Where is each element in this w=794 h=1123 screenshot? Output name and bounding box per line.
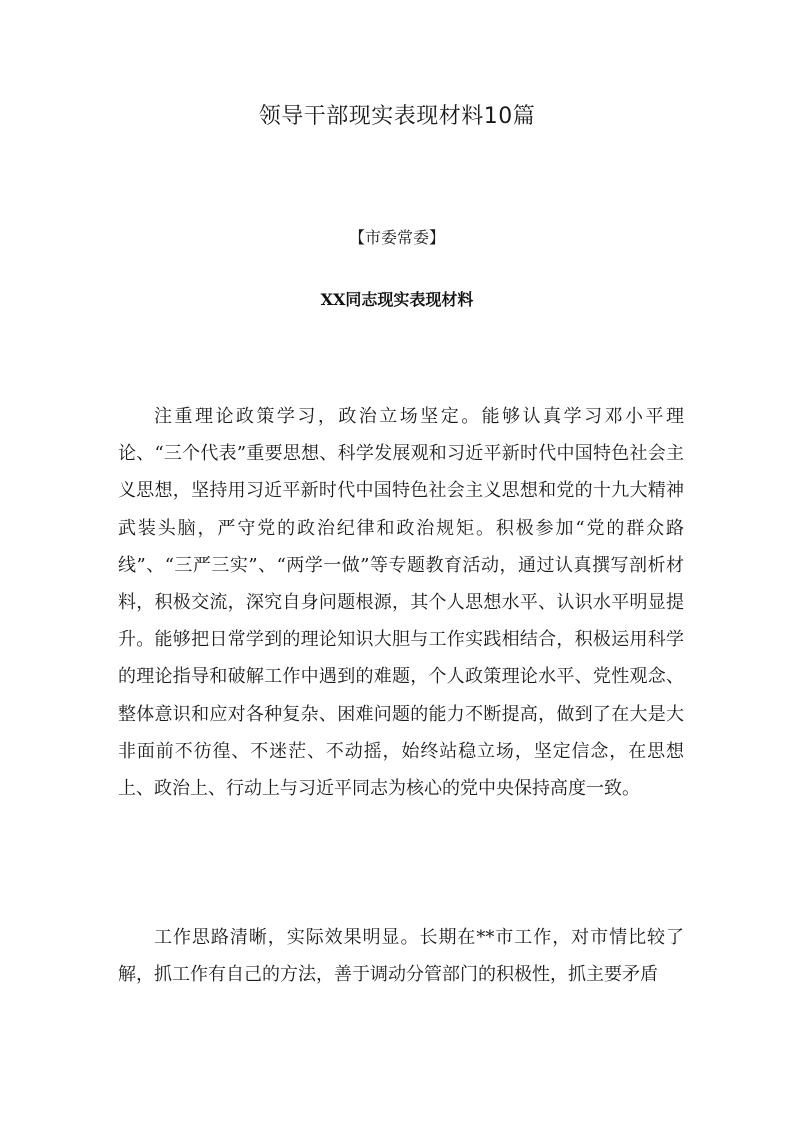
document-title: 领导干部现实表现材料10篇 [258, 104, 536, 129]
section-label: 【市委常委】 [348, 228, 445, 247]
body-paragraph-2-container [118, 919, 684, 993]
body-paragraph: 工作思路清晰，实际效果明显。长期在**市工作，对市情比较了解，抓工作有自己的方法，善于调动分管部门的积极性，抓主要矛盾 [118, 927, 684, 986]
body-paragraph-1-container [118, 398, 684, 807]
document-subtitle: XX同志现实表现材料 [320, 290, 474, 309]
body-paragraph: 注重理论政策学习，政治立场坚定。能够认真学习邓小平理论、“三个代表”重要思想、科学发展观和习近平新时代中国特色社会主义思想，坚持用习近平新时代中国特色社会主义思想和党的十九大精神武装头脑，严守党的政治纪律和政治规矩。积极参加“党的群众路线”、“三严三实”、“两学一做”等专题教育活动，通过认真撰写剖析材料，积极交流，深究自身问题根源，其个人思想水平、认识水平明显提升。能够把日常学到的理论知识大胆与工作实践相结合，积极运用科学的理论指导和破解工作中遇到的难题，个人政策理论水平、党性观念、整体意识和应对各种复杂、困难问题的能力不断提高，做到了在大是大非面前不彷徨、不迷茫、不动摇，始终站稳立场，坚定信念，在思想上、政治上、行动上与习近平同志为核心的党中央保持高度一致。 [118, 406, 684, 800]
